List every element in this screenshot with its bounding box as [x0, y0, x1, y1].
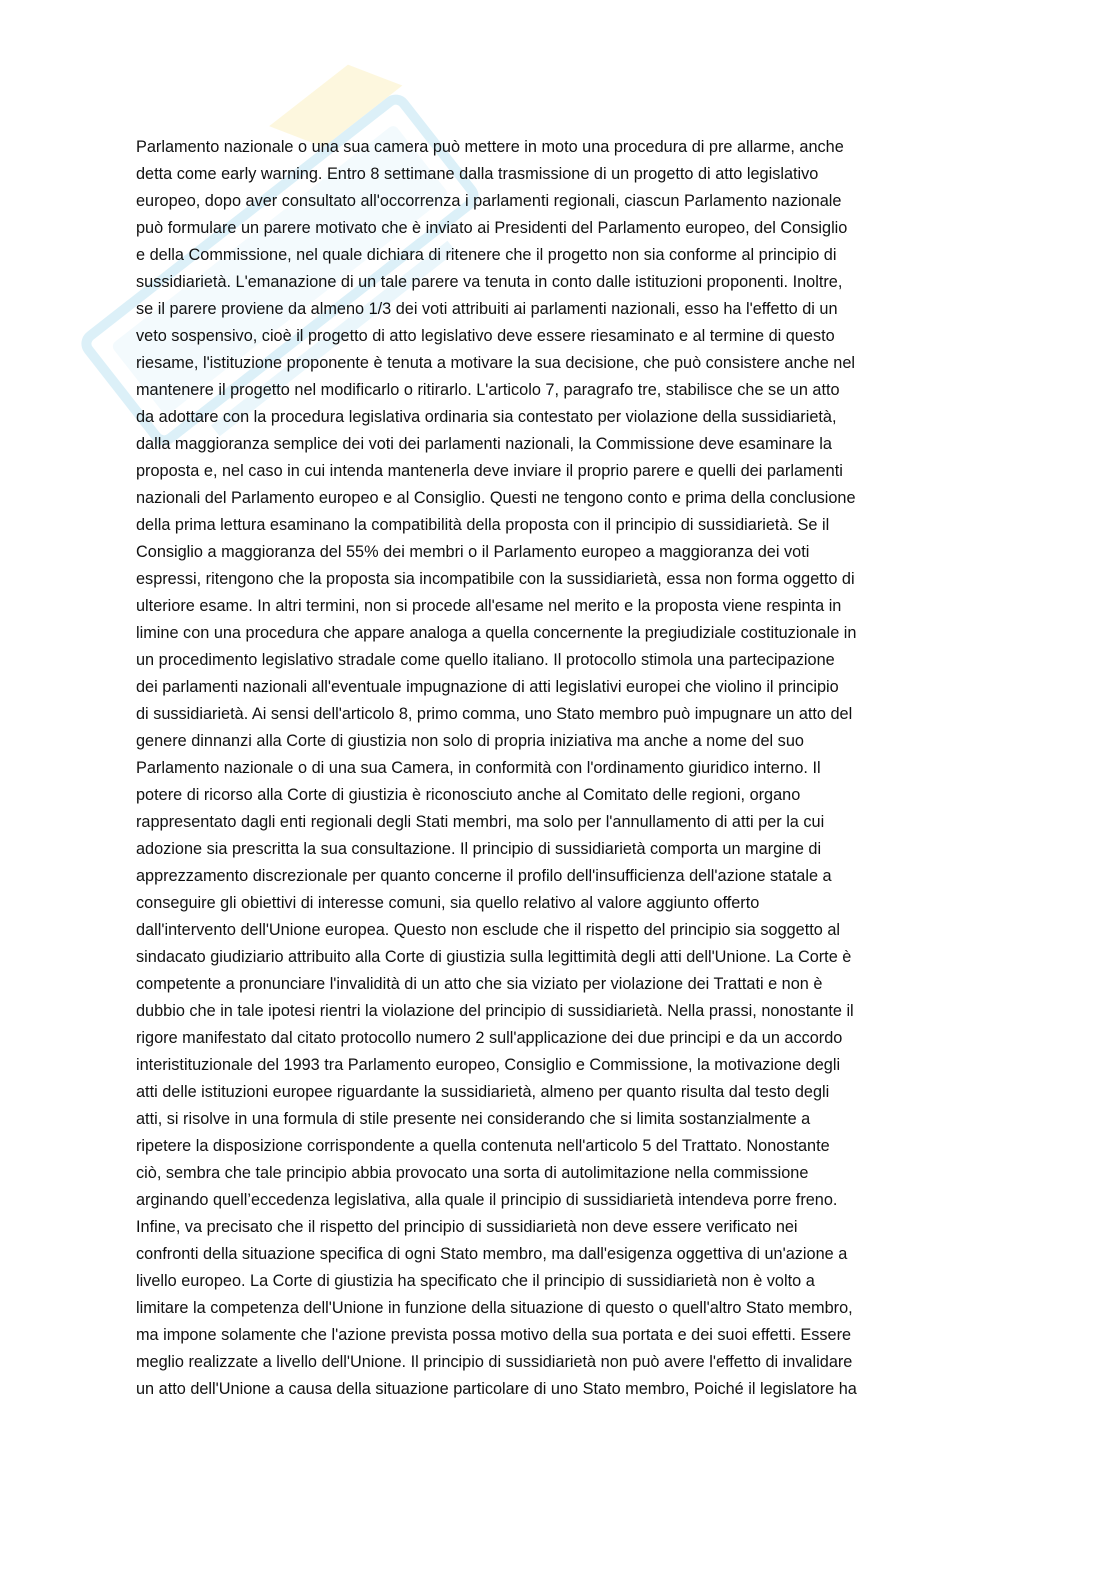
text-line: ma impone solamente che l'azione prevista possa motivo della sua portata e dei suoi effetti. Essere — [136, 1326, 852, 1344]
text-line: conseguire gli obiettivi di interesse comuni, sia quello relativo al valore aggiunto offerto — [136, 894, 760, 912]
text-line: limitare la competenza dell'Unione in funzione della situazione di questo o quell'altro Stato membro, — [136, 1299, 853, 1317]
text-line: veto sospensivo, cioè il progetto di atto legislativo deve essere riesaminato e al termine di questo — [136, 327, 835, 345]
text-line: meglio realizzate a livello dell'Unione. Il principio di sussidiarietà non può avere l'effetto di invalidare — [136, 1353, 853, 1371]
text-line: e della Commissione, nel quale dichiara di ritenere che il progetto non sia conforme al principio di — [136, 246, 837, 264]
text-line: interistituzionale del 1993 tra Parlamento europeo, Consiglio e Commissione, la motivazione degli — [136, 1056, 841, 1074]
text-line: della prima lettura esaminano la compatibilità della proposta con il principio di sussidiarietà. Se il — [136, 516, 830, 534]
text-line: ciò, sembra che tale principio abbia provocato una sorta di autolimitazione nella commissione — [136, 1164, 809, 1182]
text-line: livello europeo. La Corte di giustizia ha specificato che il principio di sussidiarietà non è volto a — [136, 1272, 815, 1290]
text-line: ripetere la disposizione corrispondente a quella contenuta nell'articolo 5 del Trattato. Nonostante — [136, 1137, 830, 1155]
text-line: arginando quell’eccedenza legislativa, alla quale il principio di sussidiarietà intendeva porre freno. — [136, 1191, 838, 1209]
text-line: competente a pronunciare l'invalidità di un atto che sia viziato per violazione dei Trattati e non è — [136, 975, 823, 993]
text-line: dall'intervento dell'Unione europea. Questo non esclude che il rispetto del principio sia soggetto al — [136, 921, 841, 939]
text-line: apprezzamento discrezionale per quanto concerne il profilo dell'insufficienza dell'azione statale a — [136, 867, 832, 885]
text-line: detta come early warning. Entro 8 settimane dalla trasmissione di un progetto di atto legislativo — [136, 165, 819, 183]
text-line: limine con una procedura che appare analoga a quella concernente la pregiudiziale costituzionale in — [136, 624, 857, 642]
text-line: potere di ricorso alla Corte di giustizia è riconosciuto anche al Comitato delle regioni, organo — [136, 786, 801, 804]
text-line: riesame, l'istituzione proponente è tenuta a motivare la sua decisione, che può consistere anche nel — [136, 354, 856, 372]
text-line: adozione sia prescritta la sua consultazione. Il principio di sussidiarietà comporta un margine di — [136, 840, 822, 858]
text-line: mantenere il progetto nel modificarlo o ritirarlo. L'articolo 7, paragrafo tre, stabilisce che se un atto — [136, 381, 840, 399]
text-line: Consiglio a maggioranza del 55% dei membri o il Parlamento europeo a maggioranza dei voti — [136, 543, 810, 561]
text-line: dei parlamenti nazionali all'eventuale impugnazione di atti legislativi europei che violino il principio — [136, 678, 839, 696]
text-line: Infine, va precisato che il rispetto del principio di sussidiarietà non deve essere verificato nei — [136, 1218, 798, 1236]
text-line: nazionali del Parlamento europeo e al Consiglio. Questi ne tengono conto e prima della conclusione — [136, 489, 856, 507]
text-line: ulteriore esame. In altri termini, non si procede all'esame nel merito e la proposta viene respinta in — [136, 597, 842, 615]
text-line: un atto dell'Unione a causa della situazione particolare di uno Stato membro, Poiché il legislatore ha — [136, 1380, 857, 1398]
text-line: europeo, dopo aver consultato all'occorrenza i parlamenti regionali, ciascun Parlamento nazionale — [136, 192, 842, 210]
text-line: da adottare con la procedura legislativa ordinaria sia contestato per violazione della sussidiarietà, — [136, 408, 837, 426]
text-line: rappresentato dagli enti regionali degli Stati membri, ma solo per l'annullamento di atti per la cui — [136, 813, 825, 831]
text-line: dalla maggioranza semplice dei voti dei parlamenti nazionali, la Commissione deve esaminare la — [136, 435, 832, 453]
text-line: atti, si risolve in una formula di stile presente nei considerando che si limita sostanzialmente a — [136, 1110, 811, 1128]
text-line: genere dinnanzi alla Corte di giustizia non solo di propria iniziativa ma anche a nome del suo — [136, 732, 804, 750]
text-line: se il parere proviene da almeno 1/3 dei voti attribuiti ai parlamenti nazionali, esso ha l'effetto di un — [136, 300, 838, 318]
text-line: Parlamento nazionale o una sua camera può mettere in moto una procedura di pre allarme, anche — [136, 138, 844, 156]
body-text — [136, 134, 982, 1403]
text-line: di sussidiarietà. Ai sensi dell'articolo 8, primo comma, uno Stato membro può impugnare un atto del — [136, 705, 853, 723]
text-line: proposta e, nel caso in cui intenda mantenerla deve inviare il proprio parere e quelli dei parlamenti — [136, 462, 843, 480]
text-line: atti delle istituzioni europee riguardante la sussidiarietà, almeno per quanto risulta dal testo degli — [136, 1083, 830, 1101]
text-line: confronti della situazione specifica di ogni Stato membro, ma dall'esigenza oggettiva di un'azione a — [136, 1245, 848, 1263]
text-line: espressi, ritengono che la proposta sia incompatibile con la sussidiarietà, essa non forma oggetto di — [136, 570, 855, 588]
text-line: sussidiarietà. L'emanazione di un tale parere va tenuta in conto dalle istituzioni proponenti. Inoltre, — [136, 273, 843, 291]
text-line: sindacato giudiziario attribuito alla Corte di giustizia sulla legittimità degli atti dell'Unione. La Corte è — [136, 948, 852, 966]
text-line: rigore manifestato dal citato protocollo numero 2 sull'applicazione dei due principi e da un accordo — [136, 1029, 843, 1047]
text-line: Parlamento nazionale o di una sua Camera, in conformità con l'ordinamento giuridico interno. Il — [136, 759, 821, 777]
text-line: un procedimento legislativo stradale come quello italiano. Il protocollo stimola una partecipazione — [136, 651, 835, 669]
text-line: può formulare un parere motivato che è inviato ai Presidenti del Parlamento europeo, del Consiglio — [136, 219, 848, 237]
text-line: dubbio che in tale ipotesi rientri la violazione del principio di sussidiarietà. Nella prassi, nonostante il — [136, 1002, 854, 1020]
